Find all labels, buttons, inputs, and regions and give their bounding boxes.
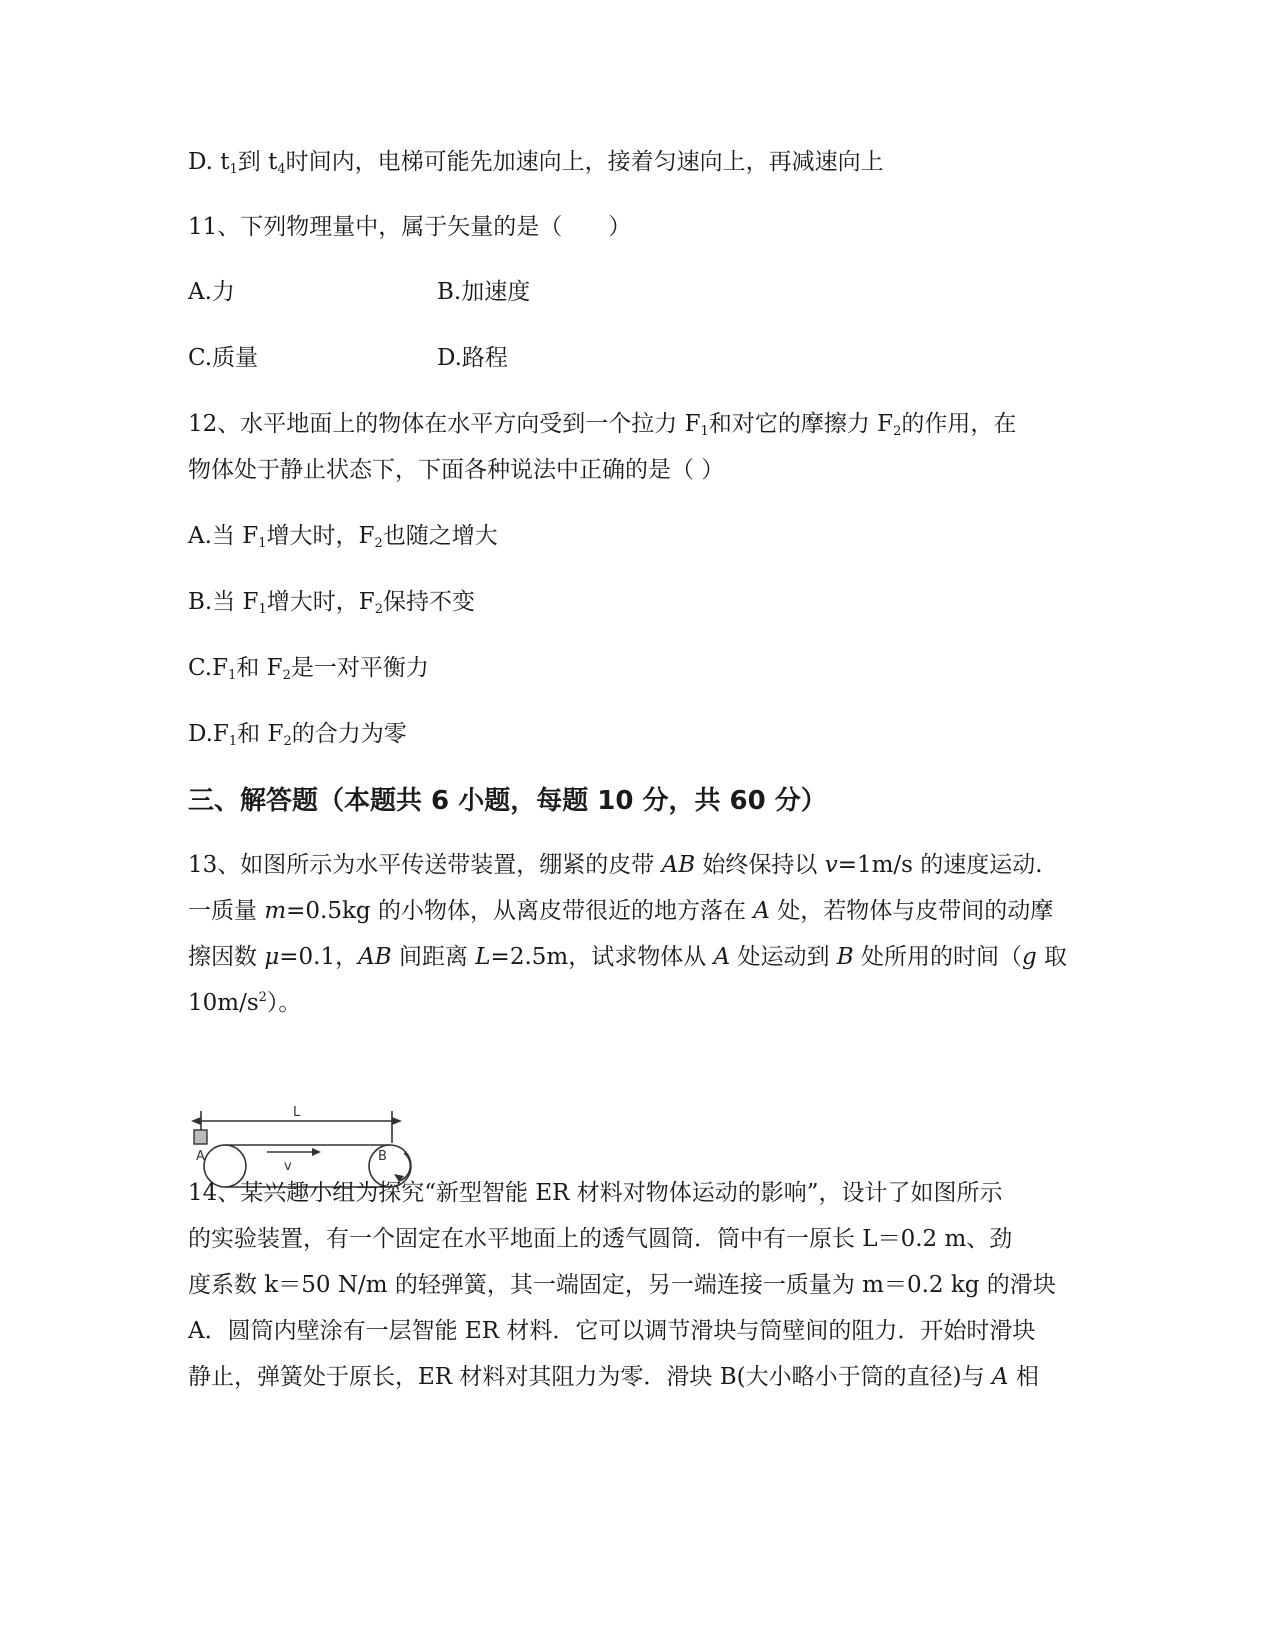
q13-line3: 擦因数 μ=0.1，AB 间距离 L=2.5m，试求物体从 A 处运动到 B 处所用的时间（g 取	[188, 944, 1068, 970]
label-v: v	[284, 1159, 292, 1174]
label-b: B	[378, 1149, 387, 1164]
dimension-arrowhead-left	[191, 1117, 201, 1125]
q12-option-c: $C.F_1$和 $F_2$是一对平衡力	[188, 655, 429, 683]
q11-option-a: A.力	[188, 279, 235, 305]
q14-line2: 的实验装置，有一个固定在水平地面上的透气圆筒．筒中有一原长 L＝0.2 m、劲	[188, 1226, 1013, 1252]
q12-option-d: $D.F_1$和 $F_2$的合力为零	[188, 721, 407, 749]
q11-option-c: C.质量	[188, 345, 259, 371]
q12-option-b: B.当 $F_1$增大时，$F_2$保持不变	[188, 589, 476, 617]
q14-line1: 14、某兴趣小组为探究“新型智能 ER 材料对物体运动的影响”，设计了如图所示	[188, 1180, 1003, 1206]
q13-line4: $10m/s^2$）。	[188, 990, 302, 1016]
q14-line5: 静止，弹簧处于原长，ER 材料对其阻力为零．滑块 B(大小略小于筒的直径)与 A 相	[188, 1364, 1039, 1390]
velocity-arrowhead	[312, 1148, 321, 1156]
q13-line2: 一质量 m=0.5kg 的小物体，从离皮带很近的地方落在 A 处，若物体与皮带间的动摩	[188, 898, 1054, 924]
q11-option-d: D.路程	[437, 345, 508, 371]
q12-stem-line1: 12、水平地面上的物体在水平方向受到一个拉力 $F_1$和对它的摩擦力 $F_2$的作用，在	[188, 411, 1017, 439]
label-l: L	[293, 1105, 301, 1120]
q11-option-b: B.加速度	[437, 279, 531, 305]
q11-stem: 11、下列物理量中，属于矢量的是（ ）	[188, 214, 632, 240]
conveyor-belt-diagram	[185, 1103, 435, 1188]
q14-line4: A．圆筒内壁涂有一层智能 ER 材料．它可以调节滑块与筒壁间的阻力．开始时滑块	[188, 1318, 1036, 1344]
block-object	[194, 1130, 207, 1144]
q13-line1: 13、如图所示为水平传送带装置，绷紧的皮带 AB 始终保持以 v=1m/s 的速度运动.	[188, 852, 1043, 878]
q14-line3: 度系数 k＝50 N/m 的轻弹簧，其一端固定，另一端连接一质量为 m＝0.2 kg 的滑块	[188, 1272, 1056, 1298]
q10-option-d: D. $t_1$到 $t_4$时间内，电梯可能先加速向上，接着匀速向上，再减速向上	[188, 149, 884, 177]
label-a: A	[196, 1149, 205, 1164]
q12-option-a: A.当 $F_1$增大时，$F_2$也随之增大	[188, 523, 498, 551]
q12-stem-line2: 物体处于静止状态下，下面各种说法中正确的是（ ）	[188, 457, 725, 483]
dimension-arrowhead-right	[392, 1117, 402, 1125]
section-heading: 三、解答题（本题共 6 小题，每题 10 分，共 60 分）	[188, 786, 827, 816]
